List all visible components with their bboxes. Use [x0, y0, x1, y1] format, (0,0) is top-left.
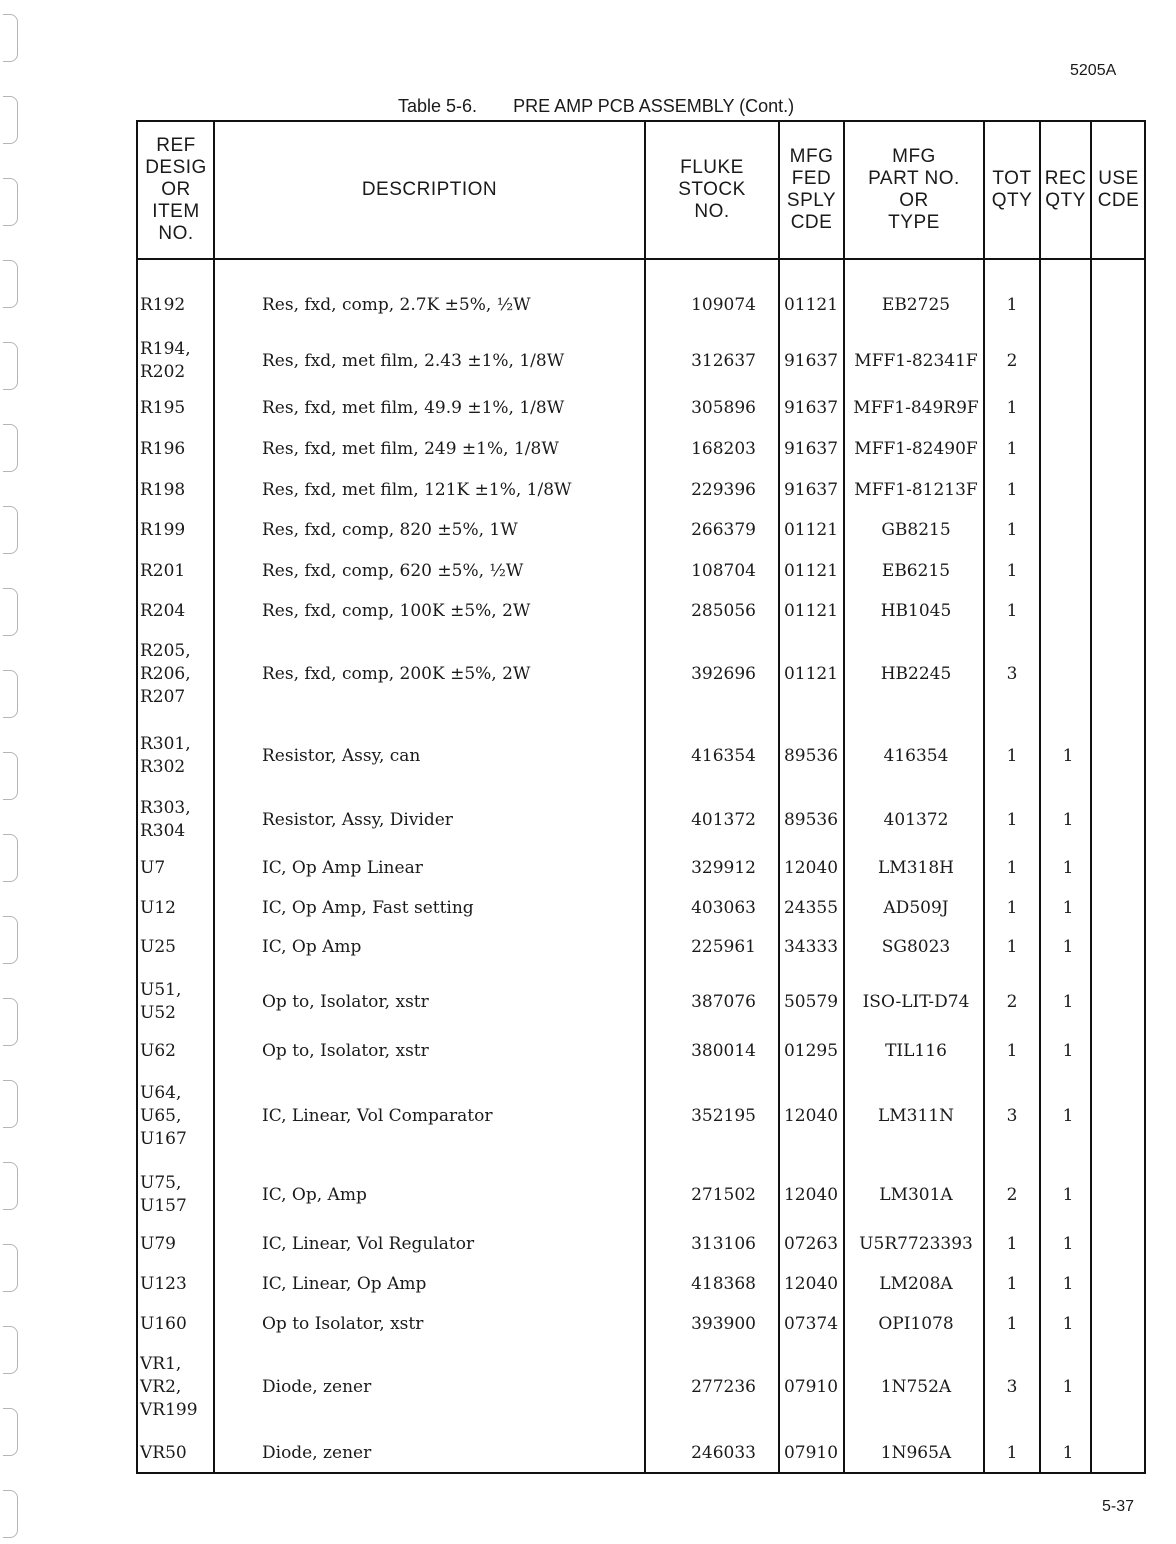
table-row: [0, 927, 1176, 967]
rec-qty-cell: 1: [1062, 858, 1074, 878]
tot-qty-cell: 2: [1006, 351, 1018, 371]
ref-cell: R199: [140, 519, 186, 540]
stock-cell: 246033: [691, 1443, 756, 1463]
description-cell: Res, fxd, comp, 100K ±5%, 2W: [262, 601, 531, 621]
stock-cell: 403063: [691, 898, 756, 918]
ref-cell: R192: [140, 294, 186, 315]
part-number-cell: SG8023: [881, 937, 951, 957]
binder-hole: [3, 14, 18, 62]
part-number-cell: 416354: [883, 746, 949, 766]
fed-code-cell: 12040: [783, 1274, 839, 1294]
description-cell: Res, fxd, comp, 620 ±5%, ½W: [262, 561, 524, 581]
tot-qty-cell: 1: [1006, 937, 1018, 957]
use-code-cell: [1094, 470, 1144, 510]
ref-cell: R204: [140, 600, 186, 621]
rec-qty-cell: 1: [1062, 1185, 1074, 1205]
description-cell: Diode, zener: [262, 1377, 372, 1397]
table-row: [0, 1224, 1176, 1264]
table-row: [0, 1264, 1176, 1304]
table-label: Table 5-6.: [398, 96, 478, 116]
description-cell: Res, fxd, comp, 820 ±5%, 1W: [262, 520, 518, 540]
ref-cell: R303, R304: [140, 798, 191, 841]
tot-qty-cell: 1: [1006, 898, 1018, 918]
ref-cell: R196: [140, 438, 186, 459]
fed-code-cell: 91637: [783, 351, 839, 371]
part-number-cell: MFF1-82341F: [854, 351, 978, 371]
rec-qty-cell: [1042, 337, 1094, 385]
use-code-cell: [1094, 1350, 1144, 1424]
fed-code-cell: 07910: [783, 1443, 839, 1463]
part-number-cell: LM311N: [877, 1106, 955, 1126]
description-cell: Op to, Isolator, xstr: [262, 992, 429, 1012]
ref-cell: U160: [140, 1313, 187, 1334]
table-row: [0, 429, 1176, 469]
table-caption: [398, 96, 794, 117]
tot-qty-cell: 1: [1006, 1443, 1018, 1463]
description-cell: Res, fxd, met film, 249 ±1%, 1/8W: [262, 439, 559, 459]
part-number-cell: 1N752A: [880, 1377, 952, 1397]
header-tot: TOT QTY: [991, 168, 1033, 211]
table-row: [0, 1304, 1176, 1344]
tot-qty-cell: 1: [1006, 1041, 1018, 1061]
description-cell: Res, fxd, met film, 49.9 ±1%, 1/8W: [262, 398, 565, 418]
use-code-cell: [1094, 510, 1144, 550]
fed-code-cell: 89536: [783, 810, 839, 830]
part-number-cell: EB2725: [881, 295, 951, 315]
ref-cell: VR1, VR2, VR199: [140, 1353, 198, 1420]
ref-cell: U51, U52: [140, 980, 182, 1023]
description-cell: Op to, Isolator, xstr: [262, 1041, 429, 1061]
header-rec: REC QTY: [1044, 168, 1087, 211]
ref-cell: R201: [140, 560, 186, 581]
description-cell: Op to Isolator, xstr: [262, 1314, 424, 1334]
stock-cell: 108704: [691, 561, 756, 581]
fed-code-cell: 91637: [783, 439, 839, 459]
use-code-cell: [1094, 974, 1144, 1030]
stock-cell: 266379: [691, 520, 756, 540]
table-row: [0, 848, 1176, 888]
stock-cell: 418368: [691, 1274, 756, 1294]
fed-code-cell: 89536: [783, 746, 839, 766]
use-code-cell: [1094, 285, 1144, 325]
header-ref: REF DESIG OR ITEM NO.: [145, 135, 207, 244]
use-code-cell: [1094, 1224, 1144, 1264]
tot-qty-cell: 1: [1006, 561, 1018, 581]
rec-qty-cell: [1042, 470, 1094, 510]
description-cell: Resistor, Assy, can: [262, 746, 421, 766]
fed-code-cell: 12040: [783, 1185, 839, 1205]
table-row: [0, 888, 1176, 928]
ref-cell: R195: [140, 397, 186, 418]
use-code-cell: [1094, 1080, 1144, 1152]
use-code-cell: [1094, 888, 1144, 928]
use-code-cell: [1094, 1031, 1144, 1071]
rec-qty-cell: 1: [1062, 992, 1074, 1012]
rec-qty-cell: [1042, 429, 1094, 469]
rec-qty-cell: [1042, 285, 1094, 325]
tot-qty-cell: 1: [1006, 601, 1018, 621]
binder-hole: [3, 178, 18, 226]
fed-code-cell: 01121: [783, 520, 839, 540]
header-fed: MFG FED SPLY CDE: [786, 146, 837, 233]
tot-qty-cell: 1: [1006, 1274, 1018, 1294]
part-number-cell: MFF1-82490F: [854, 439, 978, 459]
stock-cell: 313106: [691, 1234, 756, 1254]
part-number-cell: HB2245: [880, 664, 952, 684]
part-number-cell: LM301A: [879, 1185, 953, 1205]
description-cell: IC, Op, Amp: [262, 1185, 367, 1205]
description-cell: IC, Op Amp, Fast setting: [262, 898, 474, 918]
part-number-cell: ISO-LIT-D74: [862, 992, 970, 1012]
tot-qty-cell: 3: [1006, 664, 1018, 684]
use-code-cell: [1094, 1167, 1144, 1223]
part-number-cell: EB6215: [881, 561, 951, 581]
use-code-cell: [1094, 730, 1144, 782]
tot-qty-cell: 1: [1006, 858, 1018, 878]
stock-cell: 312637: [691, 351, 756, 371]
part-number-cell: MFF1-849R9F: [853, 398, 979, 418]
ref-cell: R205, R206, R207: [140, 640, 191, 707]
table-row: [0, 1080, 1176, 1152]
part-number-cell: 1N965A: [880, 1443, 952, 1463]
use-code-cell: [1094, 632, 1144, 716]
part-number-cell: HB1045: [880, 601, 952, 621]
header-use: USE CDE: [1097, 168, 1140, 211]
use-code-cell: [1094, 794, 1144, 846]
header-description: DESCRIPTION: [361, 179, 498, 200]
part-number-cell: TIL116: [885, 1041, 947, 1061]
table-row: [0, 285, 1176, 325]
table-row: [0, 337, 1176, 385]
stock-cell: 285056: [691, 601, 756, 621]
ref-cell: VR50: [140, 1442, 187, 1463]
rec-qty-cell: 1: [1062, 1314, 1074, 1334]
use-code-cell: [1094, 337, 1144, 385]
use-code-cell: [1094, 1304, 1144, 1344]
rec-qty-cell: 1: [1062, 898, 1074, 918]
rec-qty-cell: 1: [1062, 937, 1074, 957]
stock-cell: 416354: [691, 746, 756, 766]
rec-qty-cell: 1: [1062, 1443, 1074, 1463]
tot-qty-cell: 1: [1006, 520, 1018, 540]
fed-code-cell: 01121: [783, 601, 839, 621]
tot-qty-cell: 1: [1006, 1314, 1018, 1334]
part-number-cell: OPI1078: [878, 1314, 954, 1334]
page-number: 5-37: [1102, 1498, 1135, 1515]
ref-cell: U123: [140, 1273, 187, 1294]
table-row: [0, 388, 1176, 428]
table-row: [0, 974, 1176, 1030]
description-cell: Res, fxd, met film, 121K ±1%, 1/8W: [262, 480, 572, 500]
description-cell: IC, Linear, Vol Comparator: [262, 1106, 493, 1126]
description-cell: Diode, zener: [262, 1443, 372, 1463]
rec-qty-cell: [1042, 551, 1094, 591]
tot-qty-cell: 2: [1006, 1185, 1018, 1205]
rec-qty-cell: 1: [1062, 1106, 1074, 1126]
page-id: 5205A: [1070, 62, 1117, 79]
rec-qty-cell: [1042, 510, 1094, 550]
ref-cell: R194, R202: [140, 339, 191, 382]
rec-qty-cell: [1042, 591, 1094, 631]
part-number-cell: LM318H: [878, 858, 954, 878]
table-row: [0, 470, 1176, 510]
binder-hole: [3, 1490, 18, 1538]
use-code-cell: [1094, 1434, 1144, 1472]
fed-code-cell: 24355: [783, 898, 839, 918]
binder-hole: [3, 96, 18, 144]
use-code-cell: [1094, 388, 1144, 428]
ref-cell: U62: [140, 1040, 176, 1061]
fed-code-cell: 01121: [783, 295, 839, 315]
fed-code-cell: 07374: [783, 1314, 839, 1334]
rec-qty-cell: 1: [1062, 746, 1074, 766]
table-row: [0, 591, 1176, 631]
fed-code-cell: 07263: [783, 1234, 839, 1254]
part-number-cell: LM208A: [879, 1274, 953, 1294]
tot-qty-cell: 1: [1006, 398, 1018, 418]
table-title: PRE AMP PCB ASSEMBLY (Cont.): [513, 96, 795, 116]
table-row: [0, 551, 1176, 591]
stock-cell: 380014: [691, 1041, 756, 1061]
tot-qty-cell: 1: [1006, 439, 1018, 459]
table-row: [0, 730, 1176, 782]
ref-cell: U12: [140, 897, 176, 918]
fed-code-cell: 01121: [783, 561, 839, 581]
tot-qty-cell: 3: [1006, 1377, 1018, 1397]
use-code-cell: [1094, 848, 1144, 888]
use-code-cell: [1094, 1264, 1144, 1304]
ref-cell: R301, R302: [140, 734, 191, 777]
header-stock: FLUKE STOCK NO.: [678, 157, 746, 222]
part-number-cell: GB8215: [881, 520, 951, 540]
table-row: [0, 632, 1176, 716]
stock-cell: 305896: [691, 398, 756, 418]
part-number-cell: AD509J: [883, 898, 949, 918]
use-code-cell: [1094, 429, 1144, 469]
tot-qty-cell: 3: [1006, 1106, 1018, 1126]
ref-cell: U64, U65, U167: [140, 1082, 187, 1149]
fed-code-cell: 12040: [783, 858, 839, 878]
stock-cell: 329912: [691, 858, 756, 878]
stock-cell: 168203: [691, 439, 756, 459]
table-row: [0, 1434, 1176, 1472]
table-row: [0, 510, 1176, 550]
fed-code-cell: 34333: [783, 937, 839, 957]
ref-cell: U25: [140, 936, 176, 957]
stock-cell: 352195: [691, 1106, 756, 1126]
table-row: [0, 1031, 1176, 1071]
stock-cell: 393900: [691, 1314, 756, 1334]
use-code-cell: [1094, 927, 1144, 967]
ref-cell: U75, U157: [140, 1173, 187, 1216]
ref-cell: U79: [140, 1233, 176, 1254]
ref-cell: U7: [140, 857, 166, 878]
fed-code-cell: 91637: [783, 480, 839, 500]
part-number-cell: MFF1-81213F: [854, 480, 978, 500]
rec-qty-cell: [1042, 632, 1094, 716]
stock-cell: 225961: [691, 937, 756, 957]
header-part: MFG PART NO. OR TYPE: [868, 146, 960, 233]
rec-qty-cell: 1: [1062, 810, 1074, 830]
stock-cell: 271502: [691, 1185, 756, 1205]
rec-qty-cell: 1: [1062, 1274, 1074, 1294]
fed-code-cell: 50579: [783, 992, 839, 1012]
ref-cell: R198: [140, 479, 186, 500]
description-cell: IC, Op Amp Linear: [262, 858, 423, 878]
header-divider: [138, 258, 1144, 260]
description-cell: Res, fxd, comp, 200K ±5%, 2W: [262, 664, 531, 684]
stock-cell: 277236: [691, 1377, 756, 1397]
tot-qty-cell: 2: [1006, 992, 1018, 1012]
use-code-cell: [1094, 551, 1144, 591]
rec-qty-cell: [1042, 388, 1094, 428]
description-cell: IC, Linear, Op Amp: [262, 1274, 427, 1294]
part-number-cell: U5R7723393: [859, 1234, 973, 1254]
rec-qty-cell: 1: [1062, 1377, 1074, 1397]
fed-code-cell: 07910: [783, 1377, 839, 1397]
table-row: [0, 1350, 1176, 1424]
stock-cell: 109074: [691, 295, 756, 315]
stock-cell: 387076: [691, 992, 756, 1012]
part-number-cell: 401372: [883, 810, 949, 830]
fed-code-cell: 01121: [783, 664, 839, 684]
use-code-cell: [1094, 591, 1144, 631]
description-cell: IC, Linear, Vol Regulator: [262, 1234, 475, 1254]
tot-qty-cell: 1: [1006, 295, 1018, 315]
tot-qty-cell: 1: [1006, 746, 1018, 766]
tot-qty-cell: 1: [1006, 810, 1018, 830]
tot-qty-cell: 1: [1006, 1234, 1018, 1254]
rec-qty-cell: 1: [1062, 1041, 1074, 1061]
description-cell: Res, fxd, met film, 2.43 ±1%, 1/8W: [262, 351, 565, 371]
description-cell: Res, fxd, comp, 2.7K ±5%, ½W: [262, 295, 531, 315]
fed-code-cell: 01295: [783, 1041, 839, 1061]
stock-cell: 229396: [691, 480, 756, 500]
tot-qty-cell: 1: [1006, 480, 1018, 500]
table-row: [0, 1167, 1176, 1223]
stock-cell: 392696: [691, 664, 756, 684]
table-row: [0, 794, 1176, 846]
stock-cell: 401372: [691, 810, 756, 830]
rec-qty-cell: 1: [1062, 1234, 1074, 1254]
description-cell: Resistor, Assy, Divider: [262, 810, 453, 830]
fed-code-cell: 12040: [783, 1106, 839, 1126]
description-cell: IC, Op Amp: [262, 937, 362, 957]
fed-code-cell: 91637: [783, 398, 839, 418]
